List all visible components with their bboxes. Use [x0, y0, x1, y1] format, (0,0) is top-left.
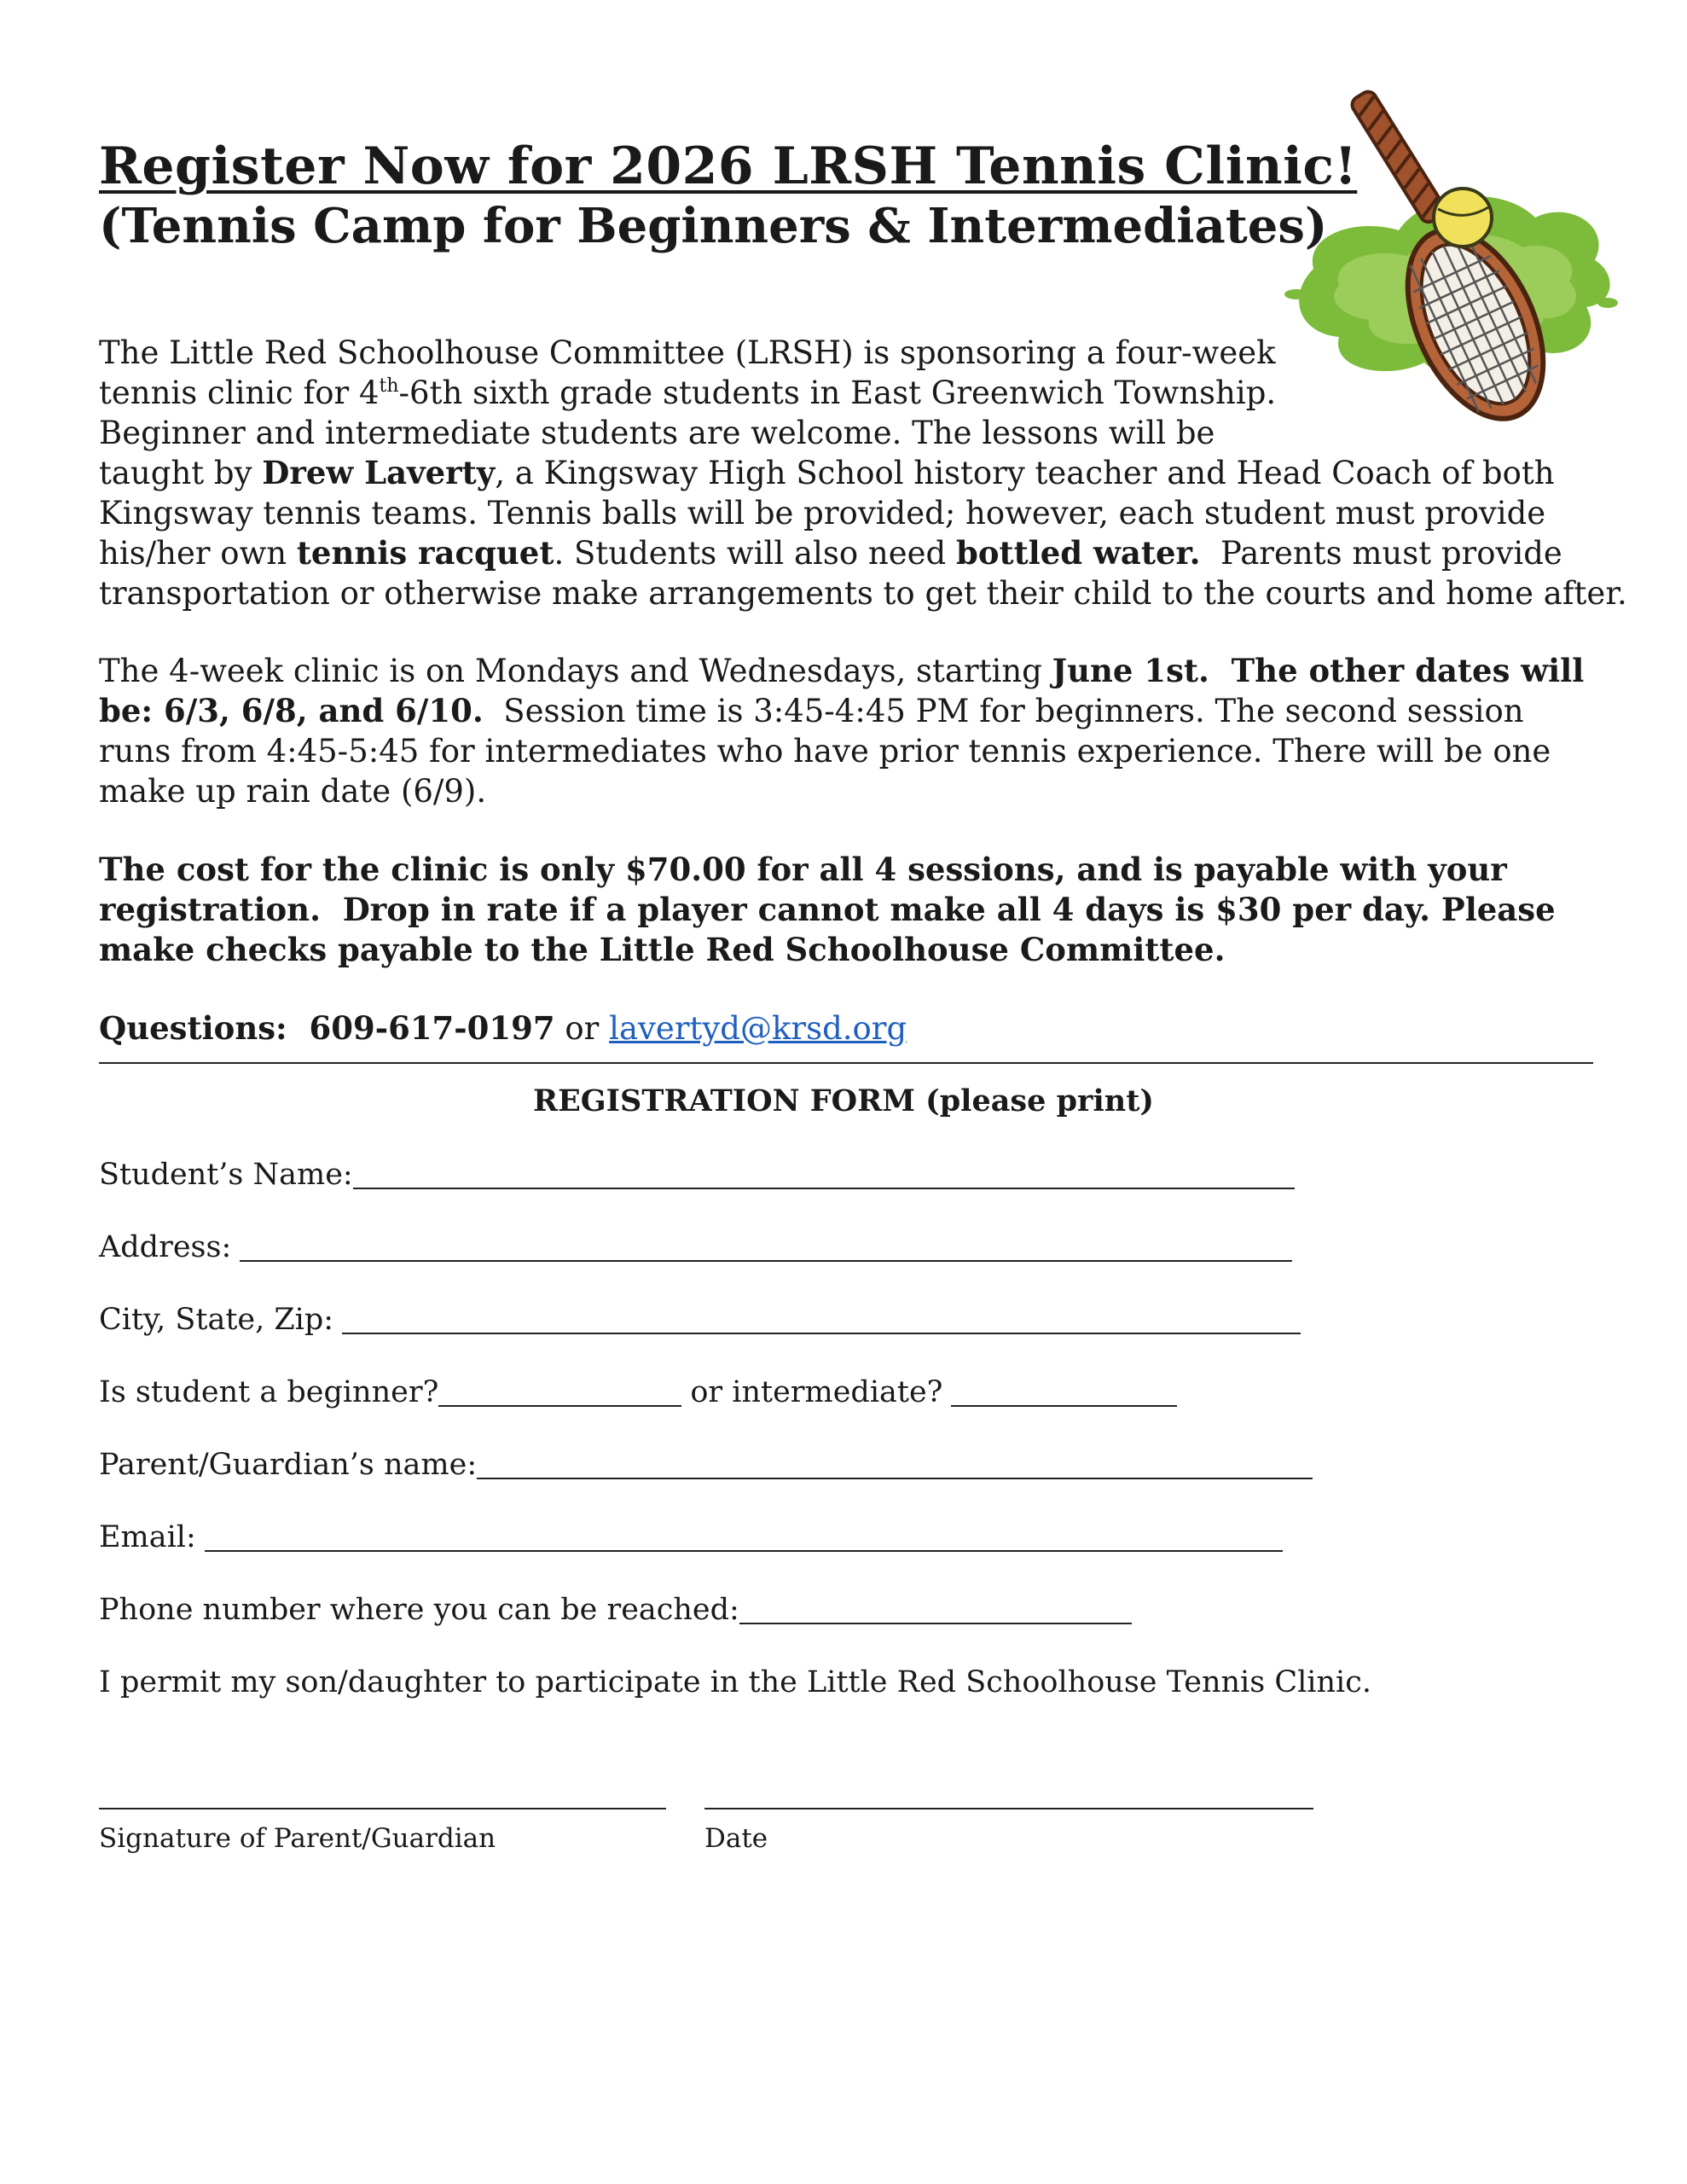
ordinal-superscript: th	[379, 375, 399, 397]
intro-line	[99, 373, 1600, 413]
parent-name-label: Parent/Guardian’s name:	[99, 1448, 478, 1482]
parent-name-field	[99, 1446, 1313, 1484]
intro-text: -6th sixth grade students in East Greenwich Township.	[398, 375, 1277, 411]
city-state-zip-field	[99, 1301, 1301, 1339]
cost-paragraph: The cost for the clinic is only $70.00 for all 4 sessions, and is payable with your registration. Drop in rate if a player cannot make all 4 days is $30 per day. Please make checks payable to the Little Red Schoolhouse Committee.	[99, 851, 1567, 968]
intro-text: , a Kingsway High School history teacher and Head Coach of both	[495, 455, 1555, 491]
intro-text: . Students will also need	[554, 535, 956, 572]
phone-label: Phone number where you can be reached:	[99, 1593, 739, 1627]
coach-name: Drew Laverty	[262, 454, 496, 491]
intermediate-blank[interactable]	[951, 1376, 1177, 1407]
student-name-label: Student’s Name:	[99, 1158, 353, 1192]
intro-text: his/her own	[99, 535, 297, 572]
intro-line	[99, 453, 1600, 493]
email-blank[interactable]	[205, 1521, 1283, 1552]
schedule-text: Session time is 3:45-4:45 PM for beginners. The second session runs from 4:45-5:45 for intermediates who have prior tennis experience. There will be one make up rain date (6/9).	[99, 693, 1562, 810]
address-blank[interactable]	[240, 1231, 1292, 1262]
schedule-dates: June 1st. The other dates will be: 6/3, 6/8, and 6/10.	[99, 652, 1596, 729]
contact-email-link[interactable]: lavertyd@krsd.org	[609, 1010, 907, 1047]
email-field	[99, 1519, 1283, 1557]
city-state-zip-label: City, State, Zip:	[99, 1303, 334, 1337]
beginner-blank[interactable]	[438, 1376, 681, 1407]
date-label: Date	[704, 1823, 768, 1854]
permission-statement: I permit my son/daughter to participate in the Little Red Schoolhouse Tennis Clinic.	[99, 1665, 1371, 1699]
address-field	[99, 1228, 1292, 1267]
questions-or: or	[554, 1010, 610, 1047]
intermediate-label: or intermediate?	[690, 1375, 943, 1409]
address-label: Address:	[99, 1230, 232, 1264]
intro-line: transportation or otherwise make arrangements to get their child to the courts and home after.	[99, 575, 1627, 612]
questions-phone: Questions: 609-617-0197	[99, 1009, 555, 1047]
level-field	[99, 1374, 1177, 1412]
registration-form-title: REGISTRATION FORM (please print)	[533, 1083, 1154, 1118]
page-title: Register Now for 2026 LRSH Tennis Clinic!	[99, 136, 1358, 196]
intro-line	[99, 533, 1600, 573]
intro-text: tennis clinic for 4	[99, 375, 380, 411]
phone-blank[interactable]	[739, 1594, 1132, 1624]
racquet-requirement: tennis racquet	[296, 534, 554, 572]
signature-label: Signature of Parent/Guardian	[99, 1823, 496, 1854]
parent-name-blank[interactable]	[477, 1449, 1313, 1479]
city-state-zip-blank[interactable]	[342, 1304, 1301, 1334]
email-label: Email:	[99, 1520, 196, 1554]
intro-paragraph	[99, 333, 1627, 613]
phone-field	[99, 1591, 1132, 1629]
intro-line: Beginner and intermediate students are welcome. The lessons will be	[99, 415, 1215, 451]
intro-line: Kingsway tennis teams. Tennis balls will be provided; however, each student must provide	[99, 495, 1546, 531]
student-name-field	[99, 1156, 1295, 1194]
intro-line: The Little Red Schoolhouse Committee (LRSH) is sponsoring a four-week	[99, 334, 1276, 371]
schedule-paragraph	[99, 651, 1596, 811]
section-divider	[99, 1062, 1593, 1064]
page-subtitle: (Tennis Camp for Beginners & Intermediates)	[99, 198, 1328, 254]
date-line[interactable]	[704, 1808, 1313, 1809]
questions-line	[99, 1008, 1600, 1048]
beginner-label: Is student a beginner?	[99, 1375, 439, 1409]
schedule-text: The 4-week clinic is on Mondays and Wednesdays, starting	[99, 653, 1052, 689]
student-name-blank[interactable]	[353, 1159, 1295, 1189]
signature-line[interactable]	[99, 1808, 666, 1809]
water-requirement: bottled water.	[955, 534, 1201, 572]
intro-text: taught by	[99, 455, 263, 491]
intro-text: Parents must provide	[1200, 535, 1562, 572]
